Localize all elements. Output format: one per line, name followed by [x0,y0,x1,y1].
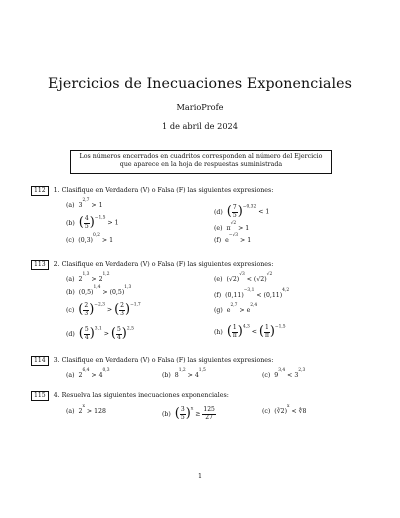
section-4-header [31,391,229,401]
section-2-header [31,260,273,270]
document-title: Ejercicios de Inecuaciones Exponenciales [47,76,353,92]
section-prompt: 1. Clasifique en Verdadera (V) o Falsa (F) las siguientes expresiones: [53,187,274,194]
item-4b: (b) ( $\frac{3}{5}$ )$^x$ ≥ $\frac{125}{27}$ [162,406,215,422]
item-2f: (f) $(0,11)^{-3,1} < (0,11)^{4,2}$ [214,288,290,299]
notice-line-1: Los números encerrados en cuadritos corresponden al número del Ejercicio [79,153,323,160]
section-3-header [31,356,273,366]
section-prompt: 4. Resuelva las siguientes inecuaciones exponenciales: [53,392,229,399]
item-2c: (c) ( $\frac{2}{3}$ )$^{-2,3}$ > ( $\frac{2}{3}$ )$^{-1,7}$ [66,302,141,318]
item-1b: (b) ( $\frac{4}{5}$ )$^{-1,5}$ > 1 [66,215,119,231]
item-3a: (a) $2^{6,4} > 4^{0,3}$ [66,368,110,379]
document-author: MarioProfe [176,102,224,112]
document-date: 1 de abril de 2024 [162,121,238,131]
item-4c: (c) (∛2)$^x$ < ∜8 [262,404,307,415]
notice-box [70,150,332,174]
notice-line-2: que aparece en la hoja de respuestas suministrada [119,161,283,169]
item-2a: (a) $2^{1,3} > 2^{1,2}$ [66,272,110,283]
section-prompt: 3. Clasifique en Verdadera (V) o Falsa (F) las siguientes expresiones: [53,357,274,364]
item-1e: (e) $\pi^{√2} > 1$ [214,221,250,232]
exercise-number-box: 113 [31,260,49,270]
item-1a: (a) $3^{2,7} > 1$ [66,198,103,209]
item-1f: (f) $e^{-√3} > 1$ [214,233,252,244]
item-3b: (b) $8^{1,2} > 4^{1,5}$ [162,368,206,379]
item-2e: (e) $(√2)^{√3} < (√2)^{√2}$ [214,272,273,283]
page-number: 1 [197,473,202,480]
item-4a: (a) $2^x > 128$ [66,404,106,415]
item-1d: (d) ( $\frac{7}{5}$ )$^{-0,32}$ < 1 [214,204,270,220]
item-2b: (b) $(0,5)^{1,4} > (0,5)^{1,3}$ [66,285,132,296]
section-1-header [31,186,273,196]
item-2g: (g) $e^{2,7} > e^{2,4}$ [214,303,258,314]
item-2d: (d) ( $\frac{5}{4}$ )$^{3,1}$ > ( $\frac{5}{4}$ )$^{2,5}$ [66,326,134,342]
exercise-number-box: 112 [31,186,49,196]
section-prompt: 2. Clasifique en Verdadera (V) o Falsa (F) las siguientes expresiones: [53,261,274,268]
item-1c: (c) $(0,3)^{0,2} > 1$ [66,233,114,244]
exercise-number-box: 115 [31,391,49,401]
item-3c: (c) $9^{3,4} < 3^{2,3}$ [262,368,306,379]
exercise-number-box: 114 [31,356,49,366]
item-2h: (h) ( $\frac{1}{\pi}$ )$^{4,3}$ < ( $\frac{1}{\pi}$ )$^{-1,5}$ [214,324,286,340]
